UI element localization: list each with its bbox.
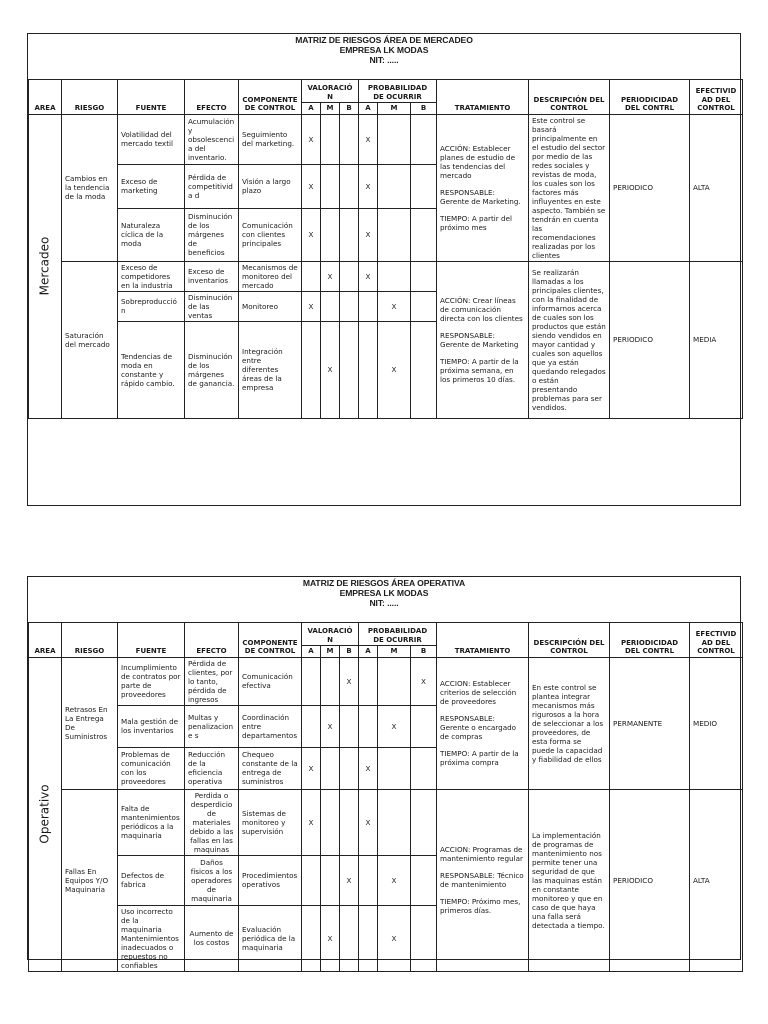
prob-b-mark — [411, 114, 437, 164]
componente-cell: Visión a largo plazo — [239, 164, 302, 208]
risk-matrix-mercadeo — [27, 33, 741, 506]
fuente-cell: Uso incorrecto de la maquinaria Mantenimientos inadecuados o repuestos no confiables — [118, 905, 185, 971]
val-b-mark: X — [340, 657, 359, 705]
val-m-mark — [321, 747, 340, 789]
periodicidad-cell: PERIODICO — [610, 114, 690, 261]
efectividad-cell: ALTA — [690, 789, 743, 971]
col-componente: COMPONENTE DE CONTROL — [239, 80, 302, 115]
componente-cell: Chequeo constante de la entrega de suministros — [239, 747, 302, 789]
prob-b-mark — [411, 208, 437, 261]
col-efectividad: EFECTIVIDAD DEL CONTROL — [690, 623, 743, 658]
risk-table — [28, 622, 743, 972]
area-label: Operativo — [37, 784, 52, 844]
val-b-mark — [340, 291, 359, 321]
componente-cell: Coordinación entre departamentos — [239, 705, 302, 747]
componente-cell: Procedimientos operativos — [239, 855, 302, 905]
fuente-cell: Exceso de marketing — [118, 164, 185, 208]
table-row — [29, 657, 743, 705]
col-val-m: M — [321, 103, 340, 115]
col-riesgo: RIESGO — [62, 623, 118, 658]
prob-m-mark — [378, 747, 411, 789]
fuente-cell: Tendencias de moda en constante y rápido cambio. — [118, 321, 185, 418]
col-prob-b: B — [411, 103, 437, 115]
nit-line: NIT: ..... — [369, 55, 399, 65]
periodicidad-cell: PERIODICO — [610, 261, 690, 418]
descripcion-cell: Este control se basará principalmente en el estudio del sector por medio de las redes sociales y revistas de moda, los cuales son los factores más influyentes en este aspecto. También se tendrán en cuenta las recomendaciones realizadas por los clientes — [529, 114, 610, 261]
col-valoracion: VALORACIÓN — [302, 623, 359, 646]
tratamiento-tiempo: TIEMPO: Próximo mes, primeros días. — [440, 897, 521, 915]
table-header — [29, 623, 743, 658]
fuente-cell: Incumplimiento de contratos por parte de proveedores — [118, 657, 185, 705]
val-a-mark: X — [302, 747, 321, 789]
table-header — [29, 80, 743, 115]
col-tratamiento: TRATAMIENTO — [437, 623, 529, 658]
prob-m-mark — [378, 164, 411, 208]
componente-cell: Seguimiento del marketing. — [239, 114, 302, 164]
val-a-mark — [302, 855, 321, 905]
tratamiento-accion: ACCION: Programas de mantenimiento regular — [440, 845, 523, 863]
prob-a-mark: X — [359, 114, 378, 164]
val-m-mark — [321, 291, 340, 321]
prob-a-mark — [359, 291, 378, 321]
val-m-mark: X — [321, 705, 340, 747]
efectividad-cell: MEDIO — [690, 657, 743, 789]
company-name: EMPRESA LK MODAS — [339, 588, 429, 598]
nit-line: NIT: ..... — [369, 598, 399, 608]
fuente-cell: Falta de mantenimientos periódicos a la maquinaria — [118, 789, 185, 855]
prob-m-mark: X — [378, 321, 411, 418]
fuente-cell: Defectos de fabrica — [118, 855, 185, 905]
prob-b-mark — [411, 164, 437, 208]
val-a-mark — [302, 261, 321, 291]
risk-table — [28, 79, 743, 419]
prob-a-mark — [359, 855, 378, 905]
componente-cell: Sistemas de monitoreo y supervisión — [239, 789, 302, 855]
prob-m-mark: X — [378, 291, 411, 321]
prob-m-mark — [378, 789, 411, 855]
col-fuente: FUENTE — [118, 623, 185, 658]
val-m-mark: X — [321, 321, 340, 418]
val-b-mark — [340, 208, 359, 261]
efecto-cell: Disminución de los márgenes de beneficios — [185, 208, 239, 261]
efecto-cell: Reducción de la eficiencia operativa — [185, 747, 239, 789]
area-cell — [29, 114, 62, 418]
col-val-a: A — [302, 646, 321, 658]
fuente-cell: Exceso de competidores en la industria — [118, 261, 185, 291]
descripcion-cell: Se realizarán llamadas a los principales clientes, con la finalidad de informarnos acerca de cuales son los productos que están siendo vendidos en mayor cantidad y cuales son aquellos que ya están quedando relegados o están presentando problemas para ser vendidos. — [529, 261, 610, 418]
tratamiento-tiempo: TIEMPO: A partir de la próxima semana, en los primeros 10 días. — [440, 356, 519, 384]
descripcion-cell: La implementación de programas de mantenimiento nos permite tener una seguridad de que las maquinas están en constante monitoreo y que en caso de que haya una falla será detectada a tiempo. — [529, 789, 610, 971]
componente-cell: Evaluación periódica de la maquinaria — [239, 905, 302, 971]
riesgo-cell: Fallas En Equipos Y/O Maquinaria — [62, 789, 118, 971]
componente-cell: Comunicación efectiva — [239, 657, 302, 705]
val-a-mark — [302, 705, 321, 747]
col-efecto: EFECTO — [185, 623, 239, 658]
val-b-mark — [340, 321, 359, 418]
tratamiento-cell — [437, 657, 529, 789]
prob-m-mark: X — [378, 705, 411, 747]
tratamiento-accion: ACCION: Establecer criterios de selección de proveedores — [440, 679, 517, 706]
riesgo-cell: Cambios en la tendencia de la moda — [62, 114, 118, 261]
val-b-mark — [340, 905, 359, 971]
prob-b-mark — [411, 789, 437, 855]
componente-cell: Comunicación con clientes principales — [239, 208, 302, 261]
col-tratamiento: TRATAMIENTO — [437, 80, 529, 115]
prob-a-mark: X — [359, 747, 378, 789]
tratamiento-responsable: RESPONSABLE: Gerente de Marketing — [440, 330, 519, 349]
table-body — [29, 657, 743, 971]
matrix-title: MATRIZ DE RIESGOS ÁREA DE MERCADEO — [295, 35, 473, 45]
prob-m-mark: X — [378, 905, 411, 971]
prob-a-mark: X — [359, 164, 378, 208]
descripcion-cell: En este control se plantea integrar mecanismos más rigurosos a la hora de seleccionar a los proveedores, de esta forma se puede la capacidad y fiabilidad de ellos — [529, 657, 610, 789]
prob-b-mark — [411, 291, 437, 321]
prob-m-mark: X — [378, 855, 411, 905]
col-efecto: EFECTO — [185, 80, 239, 115]
table-row — [29, 261, 743, 291]
val-m-mark: X — [321, 905, 340, 971]
val-b-mark — [340, 705, 359, 747]
prob-a-mark — [359, 657, 378, 705]
efecto-cell: Pérdida de clientes, por lo tanto, pérdida de ingresos — [185, 657, 239, 705]
prob-b-mark — [411, 321, 437, 418]
fuente-cell: Sobreproducción — [118, 291, 185, 321]
col-prob-a: A — [359, 103, 378, 115]
val-m-mark — [321, 855, 340, 905]
col-descripcion: DESCRIPCIÓN DEL CONTROL — [529, 623, 610, 658]
efecto-cell: Perdida o desperdicio de materiales debido a las fallas en las maquinas — [185, 789, 239, 855]
val-a-mark — [302, 321, 321, 418]
prob-a-mark: X — [359, 261, 378, 291]
efecto-cell: Disminución de los márgenes de ganancia. — [185, 321, 239, 418]
componente-cell: Mecanismos de monitoreo del mercado — [239, 261, 302, 291]
val-b-mark — [340, 261, 359, 291]
val-m-mark — [321, 789, 340, 855]
tratamiento-responsable: RESPONSABLE: Gerente o encargado de compras — [440, 714, 517, 741]
efecto-cell: Acumulación y obsolescencia del inventario. — [185, 114, 239, 164]
val-m-mark — [321, 114, 340, 164]
fuente-cell: Problemas de comunicación con los proveedores — [118, 747, 185, 789]
col-val-m: M — [321, 646, 340, 658]
val-m-mark: X — [321, 261, 340, 291]
col-val-b: B — [340, 646, 359, 658]
periodicidad-cell: PERIODICO — [610, 789, 690, 971]
prob-b-mark — [411, 855, 437, 905]
efecto-cell: Disminución de las ventas — [185, 291, 239, 321]
val-a-mark — [302, 657, 321, 705]
table-row — [29, 114, 743, 164]
area-cell — [29, 657, 62, 971]
col-efectividad: EFECTIVIDAD DEL CONTROL — [690, 80, 743, 115]
prob-a-mark — [359, 705, 378, 747]
table-row — [29, 789, 743, 855]
tratamiento-cell — [437, 114, 529, 261]
fuente-cell: Naturaleza cíclica de la moda — [118, 208, 185, 261]
prob-m-mark — [378, 657, 411, 705]
efecto-cell: Aumento de los costos — [185, 905, 239, 971]
prob-m-mark — [378, 261, 411, 291]
tratamiento-cell — [437, 261, 529, 418]
matrix-header — [28, 577, 740, 622]
col-descripcion: DESCRIPCIÓN DEL CONTROL — [529, 80, 610, 115]
col-prob-b: B — [411, 646, 437, 658]
col-periodicidad: PERIODICIDAD DEL CONTRL — [610, 80, 690, 115]
val-a-mark: X — [302, 164, 321, 208]
tratamiento-tiempo: TIEMPO: A partir de la próxima compra — [440, 749, 519, 767]
prob-a-mark: X — [359, 208, 378, 261]
prob-b-mark — [411, 747, 437, 789]
prob-a-mark — [359, 321, 378, 418]
val-a-mark: X — [302, 208, 321, 261]
efecto-cell: Exceso de inventarios — [185, 261, 239, 291]
prob-a-mark — [359, 905, 378, 971]
efectividad-cell: MEDIA — [690, 261, 743, 418]
prob-b-mark — [411, 905, 437, 971]
col-prob-m: M — [378, 103, 411, 115]
col-periodicidad: PERIODICIDAD DEL CONTRL — [610, 623, 690, 658]
val-a-mark: X — [302, 114, 321, 164]
riesgo-cell: Retrasos En La Entrega De Suministros — [62, 657, 118, 789]
matrix-title: MATRIZ DE RIESGOS ÁREA OPERATIVA — [302, 578, 466, 588]
tratamiento-cell — [437, 789, 529, 971]
val-a-mark: X — [302, 291, 321, 321]
efectividad-cell: ALTA — [690, 114, 743, 261]
prob-a-mark: X — [359, 789, 378, 855]
val-m-mark — [321, 164, 340, 208]
col-fuente: FUENTE — [118, 80, 185, 115]
riesgo-cell: Saturación del mercado — [62, 261, 118, 418]
efecto-cell: Daños físicos a los operadores de maquinaria — [185, 855, 239, 905]
componente-cell: Integración entre diferentes áreas de la empresa — [239, 321, 302, 418]
col-area: AREA — [29, 80, 62, 115]
componente-cell: Monitoreo — [239, 291, 302, 321]
col-prob-m: M — [378, 646, 411, 658]
val-b-mark: X — [340, 855, 359, 905]
fuente-cell: Volatilidad del mercado textil — [118, 114, 185, 164]
col-probabilidad: PROBABILIDAD DE OCURRIR — [359, 80, 437, 103]
col-prob-a: A — [359, 646, 378, 658]
val-m-mark — [321, 657, 340, 705]
col-componente: COMPONENTE DE CONTROL — [239, 623, 302, 658]
val-b-mark — [340, 747, 359, 789]
company-name: EMPRESA LK MODAS — [339, 45, 429, 55]
periodicidad-cell: PERMANENTE — [610, 657, 690, 789]
table-body — [29, 114, 743, 418]
tratamiento-responsable: RESPONSABLE: Gerente de Marketing. — [440, 187, 521, 206]
prob-b-mark: X — [411, 657, 437, 705]
val-b-mark — [340, 114, 359, 164]
val-m-mark — [321, 208, 340, 261]
risk-matrix-operativo — [27, 576, 741, 970]
efecto-cell: Multas y penalizacione s — [185, 705, 239, 747]
val-b-mark — [340, 789, 359, 855]
prob-b-mark — [411, 705, 437, 747]
prob-m-mark — [378, 114, 411, 164]
val-b-mark — [340, 164, 359, 208]
col-riesgo: RIESGO — [62, 80, 118, 115]
val-a-mark — [302, 905, 321, 971]
col-val-b: B — [340, 103, 359, 115]
efecto-cell: Pérdida de competitivida d — [185, 164, 239, 208]
tratamiento-tiempo: TIEMPO: A partir del próximo mes — [440, 213, 512, 232]
tratamiento-accion: ACCIÓN: Establecer planes de estudio de las tendencias del mercado — [440, 143, 516, 180]
tratamiento-responsable: RESPONSABLE: Técnico de mantenimiento — [440, 871, 524, 889]
col-probabilidad: PROBABILIDAD DE OCURRIR — [359, 623, 437, 646]
col-val-a: A — [302, 103, 321, 115]
prob-m-mark — [378, 208, 411, 261]
fuente-cell: Mala gestión de los inventarios — [118, 705, 185, 747]
prob-b-mark — [411, 261, 437, 291]
col-area: AREA — [29, 623, 62, 658]
val-a-mark: X — [302, 789, 321, 855]
matrix-header — [28, 34, 740, 79]
tratamiento-accion: ACCIÓN: Crear líneas de comunicación directa con los clientes — [440, 295, 523, 323]
col-valoracion: VALORACIÓN — [302, 80, 359, 103]
area-label: Mercadeo — [37, 236, 52, 296]
